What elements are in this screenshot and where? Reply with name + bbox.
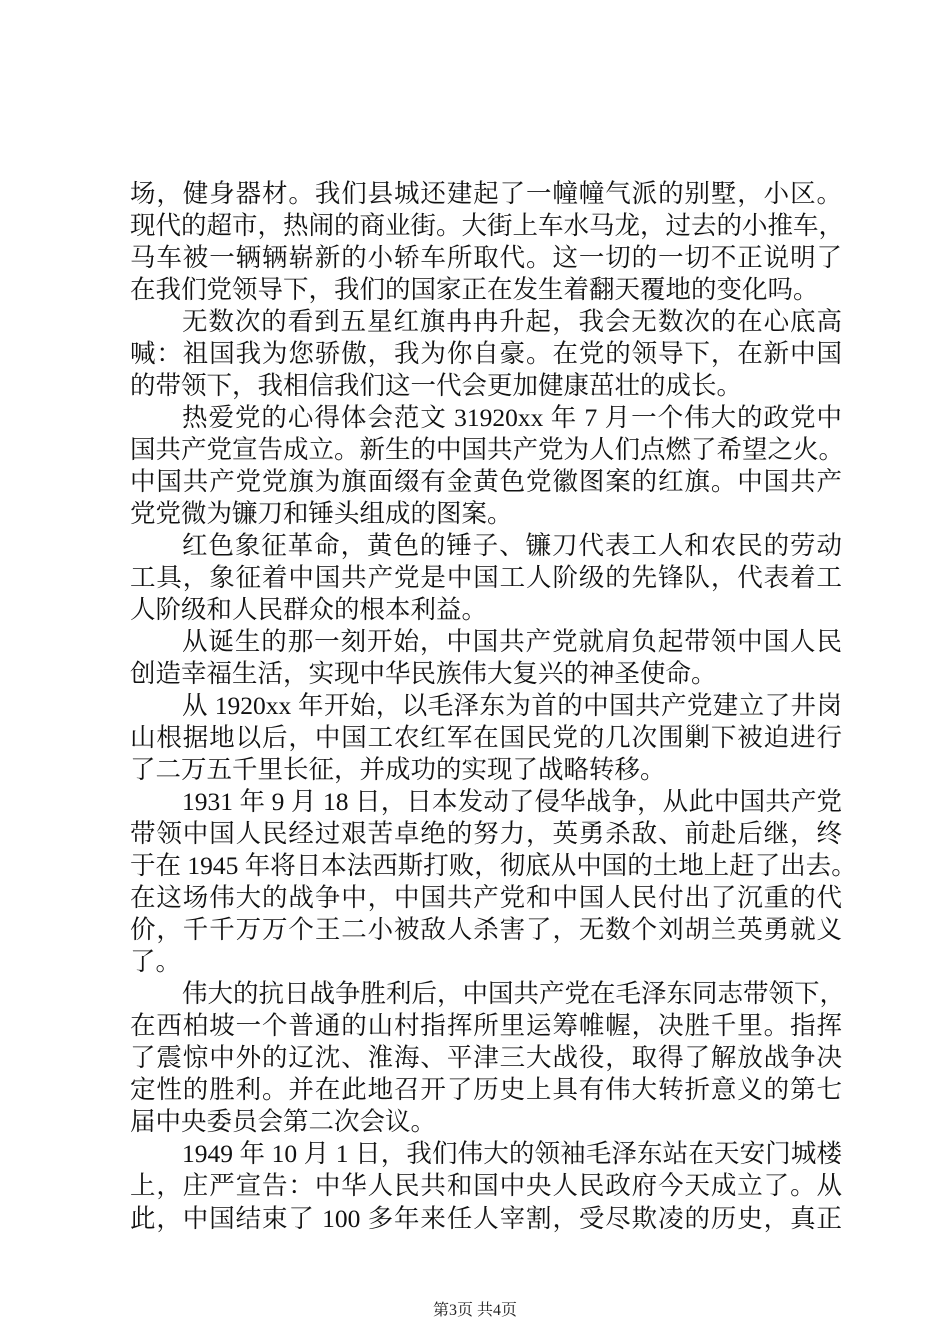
text-line: 党党微为镰刀和锤头组成的图案。 xyxy=(130,499,513,529)
text-line: 带领中国人民经过艰苦卓绝的努力，英勇杀敌、前赴后继，终 xyxy=(130,819,842,849)
paragraph xyxy=(130,402,845,530)
text-line: 1949 年 10 月 1 日，我们伟大的领袖毛泽东站在天安门城楼 xyxy=(182,1139,842,1169)
text-line: 上，庄严宣告：中华人民共和国中央人民政府今天成立了。从 xyxy=(130,1171,842,1201)
page-footer: 第3页 共4页 xyxy=(432,1302,517,1319)
text-line: 在我们党领导下，我们的国家正在发生着翻天覆地的变化吗。 xyxy=(130,275,819,305)
paragraph xyxy=(130,178,845,306)
text-line: 现代的超市，热闹的商业街。大街上车水马龙，过去的小推车， xyxy=(130,211,845,241)
text-line: 此，中国结束了 100 多年来任人宰割，受尽欺凌的历史，真正 xyxy=(130,1203,842,1233)
text-line: 红色象征革命，黄色的锤子、镰刀代表工人和农民的劳动 xyxy=(182,531,842,561)
text-line: 了震惊中外的辽沈、淮海、平津三大战役，取得了解放战争决 xyxy=(130,1043,842,1073)
text-line: 中国共产党党旗为旗面缀有金黄色党徽图案的红旗。中国共产 xyxy=(130,467,842,497)
text-line: 人阶级和人民群众的根本利益。 xyxy=(130,595,488,625)
text-line: 伟大的抗日战争胜利后，中国共产党在毛泽东同志带领下， xyxy=(182,979,846,1009)
paragraph xyxy=(130,306,842,402)
text-line: 工具，象征着中国共产党是中国工人阶级的先锋队，代表着工 xyxy=(130,563,842,593)
text-line: 从诞生的那一刻开始，中国共产党就肩负起带领中国人民 xyxy=(182,627,842,657)
text-line: 1931 年 9 月 18 日，日本发动了侵华战争，从此中国共产党 xyxy=(182,787,842,817)
paragraph xyxy=(130,978,846,1138)
text-line: 国共产党宣告成立。新生的中国共产党为人们点燃了希望之火。 xyxy=(130,435,845,465)
text-line: 创造幸福生活，实现中华民族伟大复兴的神圣使命。 xyxy=(130,659,717,689)
paragraph xyxy=(130,690,842,786)
paragraph xyxy=(130,786,857,978)
text-line: 无数次的看到五星红旗冉冉升起，我会无数次的在心底高 xyxy=(182,307,842,337)
paragraph xyxy=(130,1138,842,1234)
paragraph xyxy=(130,530,842,626)
text-line: 于在 1945 年将日本法西斯打败，彻底从中国的土地上赶了出去。 xyxy=(130,851,857,881)
text-line: 了。 xyxy=(130,947,182,977)
text-line: 价，千千万万个王二小被敌人杀害了，无数个刘胡兰英勇就义 xyxy=(130,915,842,945)
document-body xyxy=(130,178,857,1235)
text-line: 届中央委员会第二次会议。 xyxy=(130,1107,437,1137)
text-line: 了二万五千里长征，并成功的实现了战略转移。 xyxy=(130,755,666,785)
text-line: 喊：祖国我为您骄傲，我为你自豪。在党的领导下，在新中国 xyxy=(130,339,842,369)
text-line: 山根据地以后，中国工农红军在国民党的几次围剿下被迫进行 xyxy=(130,723,842,753)
text-line: 场，健身器材。我们县城还建起了一幢幢气派的别墅，小区。 xyxy=(130,179,842,208)
text-line: 在西柏坡一个普通的山村指挥所里运筹帷幄，决胜千里。指挥 xyxy=(130,1011,842,1041)
text-line: 马车被一辆辆崭新的小轿车所取代。这一切的一切不正说明了 xyxy=(130,243,842,273)
text-line: 从 1920xx 年开始，以毛泽东为首的中国共产党建立了井岗 xyxy=(182,691,842,721)
text-line: 的带领下，我相信我们这一代会更加健康茁壮的成长。 xyxy=(130,371,743,401)
text-line: 定性的胜利。并在此地召开了历史上具有伟大转折意义的第七 xyxy=(130,1075,842,1105)
text-line: 热爱党的心得体会范文 31920xx 年 7 月一个伟大的政党中 xyxy=(182,403,842,433)
paragraph xyxy=(130,626,842,690)
text-line: 在这场伟大的战争中，中国共产党和中国人民付出了沉重的代 xyxy=(130,883,842,913)
